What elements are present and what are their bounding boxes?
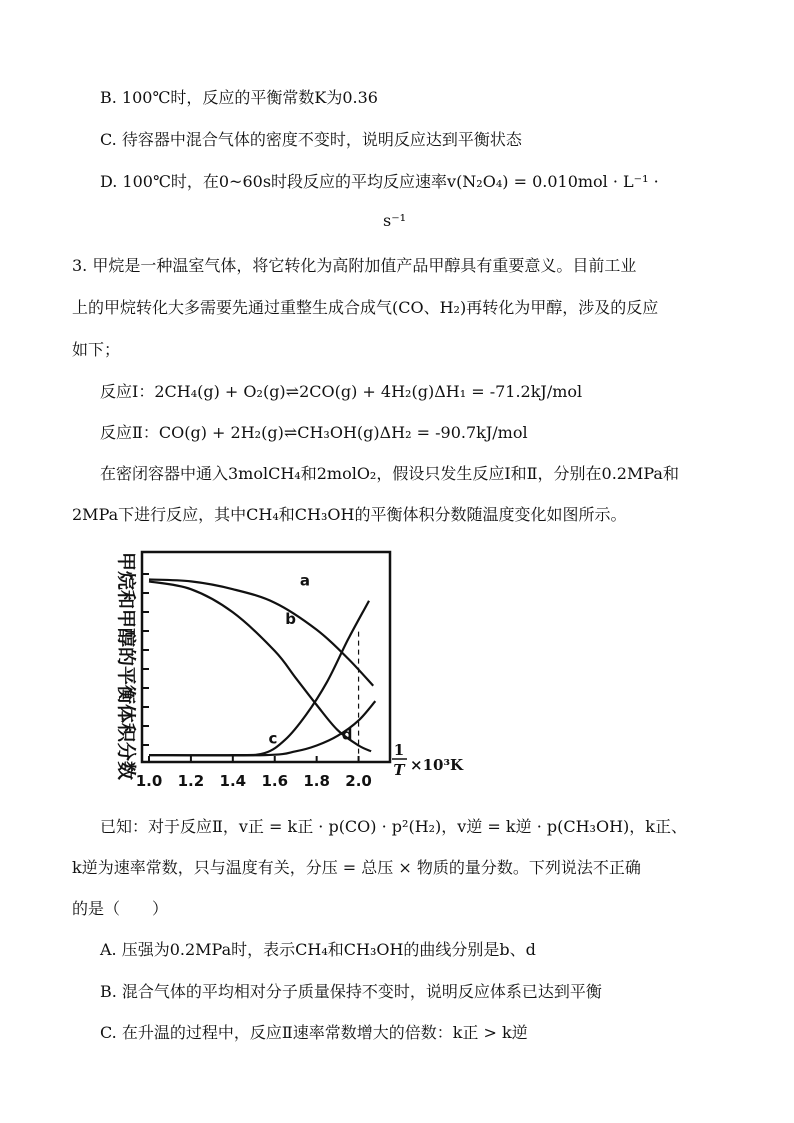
answer-option-a: A. 压强为0.2MPa时，表示CH₄和CH₃OH的曲线分别是b、d [100,940,536,959]
curve-a [149,580,373,686]
x-axis-label-unit: ×10³K [410,756,464,774]
reaction-2: 反应Ⅱ：CO(g) + 2H₂(g)⇌CH₃OH(g)ΔH₂ = -90.7kJ/mol [100,423,528,442]
x-tick-label: 1.0 [135,772,163,790]
x-tick-label: 1.2 [177,772,205,790]
question-3-stem-1: 3. 甲烷是一种温室气体，将它转化为高附加值产品甲醇具有重要意义。目前工业 [72,256,637,275]
curve-b [149,581,371,751]
known-line-2: k逆为速率常数，只与温度有关，分压 = 总压 × 物质的量分数。下列说法不正确 [72,858,641,877]
x-axis-label-num: 1 [393,741,405,759]
question-3-stem-3: 如下； [72,340,121,359]
x-tick-label: 1.8 [303,772,330,790]
x-axis-label-den: T [393,761,405,779]
curve-label-a: a [299,571,311,590]
chart-ylabel: 甲烷和甲醇的平衡体积分数 [115,551,137,781]
curve-label-d: d [341,725,353,744]
option-d-line: D. 100℃时，在0~60s时段反应的平均反应速率v(N₂O₄) = 0.010mol · L⁻¹ · [100,172,659,191]
known-line-1: 已知：对于反应Ⅱ，v正 = k正 · p(CO) · p²(H₂)，v逆 = k逆 · p(CH₃OH)，k正、 [100,817,687,836]
curve-c [149,601,369,756]
condition-line-1: 在密闭容器中通入3molCH₄和2molO₂，假设只发生反应Ⅰ和Ⅱ，分别在0.2MPa和 [100,464,679,483]
x-tick-label: 2.0 [345,772,372,790]
option-d-unit: s⁻¹ [383,211,407,230]
answer-option-c: C. 在升温的过程中，反应Ⅱ速率常数增大的倍数：k正 > k逆 [100,1023,528,1042]
known-line-3: 的是（ ） [72,899,169,918]
x-axis-label [392,741,464,779]
option-c-line: C. 待容器中混合气体的密度不变时，说明反应达到平衡状态 [100,130,522,149]
x-tick-label: 1.6 [261,772,289,790]
condition-line-2: 2MPa下进行反应，其中CH₄和CH₃OH的平衡体积分数随温度变化如图所示。 [72,505,627,524]
x-tick-label: 1.4 [219,772,247,790]
curve-label-b: b [285,609,296,628]
answer-option-b: B. 混合气体的平均相对分子质量保持不变时，说明反应体系已达到平衡 [100,982,602,1001]
equilibrium-chart [96,546,476,798]
curve-label-c: c [268,729,278,748]
chart-frame [142,552,390,762]
reaction-1: 反应Ⅰ：2CH₄(g) + O₂(g)⇌2CO(g) + 4H₂(g)ΔH₁ = -71.2kJ/mol [100,382,583,401]
question-3-stem-2: 上的甲烷转化大多需要先通过重整生成合成气(CO、H₂)再转化为甲醇，涉及的反应 [72,298,659,317]
option-b-line: B. 100℃时，反应的平衡常数K为0.36 [100,88,378,107]
